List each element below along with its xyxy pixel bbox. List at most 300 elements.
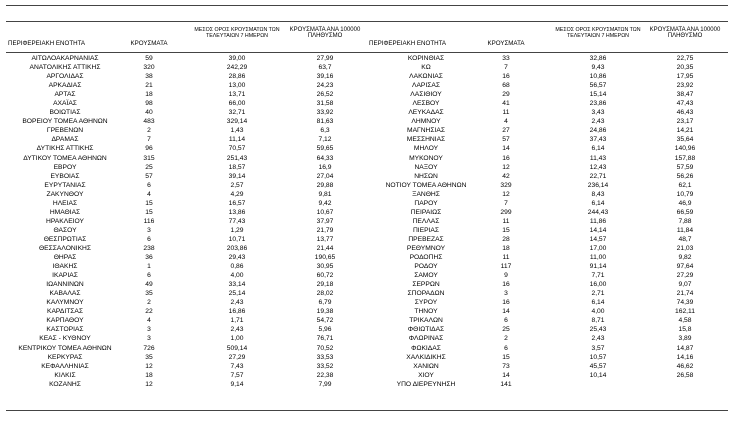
per100k-cell: 28,02 bbox=[316, 290, 334, 298]
avg-cell: 2,43 bbox=[591, 118, 605, 126]
avg-cell: 3,57 bbox=[591, 344, 605, 352]
region-cell: ΡΕΘΥΜΝΟΥ bbox=[406, 244, 446, 252]
cases-cell: 3 bbox=[147, 226, 151, 234]
region-cell: ΗΜΑΘΙΑΣ bbox=[49, 208, 81, 216]
region-cell: ΤΡΙΚΑΛΩΝ bbox=[409, 317, 443, 325]
region-cell: ΚΩ bbox=[421, 64, 431, 72]
cases-cell: 12 bbox=[145, 380, 153, 388]
per100k-cell: 7,12 bbox=[318, 136, 332, 144]
per100k-cell: 26,52 bbox=[316, 91, 334, 99]
avg-cell: 16,00 bbox=[589, 281, 607, 289]
region-cell: ΑΧΑΪΑΣ bbox=[53, 100, 77, 108]
cases-cell: 315 bbox=[143, 154, 155, 162]
region-cell: ΠΕΙΡΑΙΩΣ bbox=[410, 208, 442, 216]
avg-cell: 1,71 bbox=[230, 317, 244, 325]
cases-cell: 2 bbox=[147, 127, 151, 135]
per100k-cell: 46,43 bbox=[676, 109, 694, 117]
avg-cell: 28,86 bbox=[228, 73, 246, 81]
header-top-rule bbox=[6, 21, 728, 22]
avg-cell: 329,14 bbox=[226, 118, 248, 126]
avg-cell: 0,86 bbox=[230, 263, 244, 271]
cases-cell: 96 bbox=[145, 145, 153, 153]
per100k-cell: 74,39 bbox=[676, 299, 694, 307]
per100k-cell: 3,89 bbox=[678, 335, 692, 343]
cases-cell: 117 bbox=[500, 263, 512, 271]
region-cell: ΛΕΣΒΟΥ bbox=[412, 100, 440, 108]
top-rule bbox=[6, 5, 728, 6]
avg-cell: 77,43 bbox=[228, 217, 246, 225]
cases-cell: 12 bbox=[502, 163, 510, 171]
region-cell: ΑΝΑΤΟΛΙΚΗΣ ΑΤΤΙΚΗΣ bbox=[29, 64, 101, 72]
cases-cell: 57 bbox=[145, 172, 153, 180]
cases-cell: 7 bbox=[147, 136, 151, 144]
per100k-cell: 33,52 bbox=[316, 362, 334, 370]
avg-cell: 32,71 bbox=[228, 109, 246, 117]
per100k-cell: 9,42 bbox=[318, 199, 332, 207]
region-cell: ΚΑΡΠΑΘΟΥ bbox=[46, 317, 84, 325]
cases-cell: 7 bbox=[504, 199, 508, 207]
cases-cell: 16 bbox=[502, 154, 510, 162]
cases-cell: 116 bbox=[143, 217, 155, 225]
per100k-cell: 76,71 bbox=[316, 335, 334, 343]
header-bottom-rule bbox=[6, 52, 728, 53]
region-cell: ΛΕΥΚΑΔΑΣ bbox=[408, 109, 444, 117]
region-cell: ΔΡΑΜΑΣ bbox=[51, 136, 79, 144]
per100k-cell: 4,58 bbox=[678, 317, 692, 325]
region-cell: ΒΟΙΩΤΙΑΣ bbox=[49, 109, 81, 117]
region-cell: ΛΑΡΙΣΑΣ bbox=[412, 82, 440, 90]
per100k-cell: 17,95 bbox=[676, 73, 694, 81]
per100k-cell: 7,99 bbox=[318, 380, 332, 388]
region-cell: ΚΑΛΥΜΝΟΥ bbox=[46, 299, 84, 307]
per100k-cell: 23,17 bbox=[676, 118, 694, 126]
per100k-cell: 31,58 bbox=[316, 100, 334, 108]
region-cell: ΥΠΟ ΔΙΕΡΕΥΝΗΣΗ bbox=[396, 380, 456, 388]
region-cell: ΚΕΑΣ - ΚΥΘΝΟΥ bbox=[39, 335, 91, 343]
cases-cell: 28 bbox=[502, 235, 510, 243]
cases-cell: 141 bbox=[500, 380, 512, 388]
avg-cell: 4,00 bbox=[591, 308, 605, 316]
avg-cell: 10,14 bbox=[589, 371, 607, 379]
region-cell: ΙΘΑΚΗΣ bbox=[52, 263, 78, 271]
cases-cell: 4 bbox=[147, 317, 151, 325]
region-cell: ΜΕΣΣΗΝΙΑΣ bbox=[406, 136, 446, 144]
region-cell: ΦΩΚΙΔΑΣ bbox=[411, 344, 441, 352]
per100k-cell: 23,92 bbox=[676, 82, 694, 90]
cases-cell: 73 bbox=[502, 362, 510, 370]
cases-cell: 15 bbox=[502, 226, 510, 234]
cases-cell: 3 bbox=[147, 326, 151, 334]
cases-cell: 12 bbox=[502, 190, 510, 198]
avg-cell: 8,43 bbox=[591, 190, 605, 198]
cases-cell: 4 bbox=[147, 190, 151, 198]
avg-cell: 3,43 bbox=[591, 109, 605, 117]
region-cell: ΚΕΡΚΥΡΑΣ bbox=[47, 353, 83, 361]
per100k-cell: 14,16 bbox=[676, 353, 694, 361]
cases-cell: 1 bbox=[147, 263, 151, 271]
cases-cell: 15 bbox=[145, 208, 153, 216]
cases-cell: 35 bbox=[145, 290, 153, 298]
avg-cell: 25,14 bbox=[228, 290, 246, 298]
per100k-cell: 33,53 bbox=[316, 353, 334, 361]
per100k-cell: 11,84 bbox=[676, 226, 694, 234]
cases-cell: 40 bbox=[145, 109, 153, 117]
avg-cell: 242,29 bbox=[226, 64, 248, 72]
cases-cell: 41 bbox=[502, 100, 510, 108]
region-cell: ΑΡΚΑΔΙΑΣ bbox=[48, 82, 82, 90]
region-cell: ΔΥΤΙΚΟΥ ΤΟΜΕΑ ΑΘΗΝΩΝ bbox=[23, 154, 107, 162]
cases-cell: 329 bbox=[500, 181, 512, 189]
avg-cell: 9,14 bbox=[230, 380, 244, 388]
region-cell: ΚΟΡΙΝΘΙΑΣ bbox=[407, 55, 445, 62]
cases-cell: 21 bbox=[145, 82, 153, 90]
avg-cell: 509,14 bbox=[226, 344, 248, 352]
avg-cell: 10,86 bbox=[589, 73, 607, 81]
per100k-cell: 81,63 bbox=[316, 118, 334, 126]
region-cell: ΘΗΡΑΣ bbox=[53, 254, 77, 262]
per100k-cell: 6,3 bbox=[320, 127, 330, 135]
per100k-cell: 54,72 bbox=[316, 317, 334, 325]
per100k-cell: 70,52 bbox=[316, 344, 334, 352]
per100k-cell: 9,81 bbox=[318, 190, 332, 198]
cases-cell: 16 bbox=[502, 281, 510, 289]
region-cell: ΡΟΔΟΥ bbox=[414, 263, 438, 271]
avg-cell: 244,43 bbox=[587, 208, 609, 216]
avg-cell: 45,57 bbox=[589, 362, 607, 370]
per100k-cell: 38,47 bbox=[676, 91, 694, 99]
cases-cell: 35 bbox=[145, 353, 153, 361]
cases-cell: 27 bbox=[502, 127, 510, 135]
per100k-cell: 22,38 bbox=[316, 371, 334, 379]
per100k-cell: 5,96 bbox=[318, 326, 332, 334]
avg-cell: 16,86 bbox=[228, 308, 246, 316]
region-cell: ΘΕΣΠΡΩΤΙΑΣ bbox=[43, 235, 87, 243]
avg-cell: 6,14 bbox=[591, 145, 605, 153]
header-avg: ΜΕΣΟΣ ΟΡΟΣ ΚΡΟΥΣΜΑΤΩΝ ΤΩΝ ΤΕΛΕΥΤΑΙΩΝ 7 ΗΜΕΡΩΝ bbox=[194, 27, 280, 40]
per100k-cell: 27,99 bbox=[316, 55, 334, 62]
header-avg: ΜΕΣΟΣ ΟΡΟΣ ΚΡΟΥΣΜΑΤΩΝ ΤΩΝ ΤΕΛΕΥΤΑΙΩΝ 7 ΗΜΕΡΩΝ bbox=[555, 27, 641, 40]
avg-cell: 24,86 bbox=[589, 127, 607, 135]
per100k-cell: 29,18 bbox=[316, 281, 334, 289]
region-cell: ΖΑΚΥΝΘΟΥ bbox=[46, 190, 84, 198]
per100k-cell: 9,82 bbox=[678, 254, 692, 262]
avg-cell: 39,14 bbox=[228, 172, 246, 180]
region-cell: ΠΑΡΟΥ bbox=[414, 199, 438, 207]
per100k-cell: 64,33 bbox=[316, 154, 334, 162]
avg-cell: 1,00 bbox=[230, 335, 244, 343]
avg-cell: 91,14 bbox=[589, 263, 607, 271]
per100k-cell: 10,79 bbox=[676, 190, 694, 198]
cases-cell: 11 bbox=[502, 109, 510, 117]
per100k-cell: 35,64 bbox=[676, 136, 694, 144]
cases-cell: 38 bbox=[145, 73, 153, 81]
avg-cell: 15,14 bbox=[589, 91, 607, 99]
avg-cell: 2,43 bbox=[230, 299, 244, 307]
region-cell: ΛΗΜΝΟΥ bbox=[411, 118, 441, 126]
cases-cell: 6 bbox=[504, 317, 508, 325]
header-per100k: ΚΡΟΥΣΜΑΤΑ ΑΝΑ 100000 ΠΛΗΘΥΣΜΟ bbox=[289, 27, 361, 40]
cases-cell: 483 bbox=[143, 118, 155, 126]
cases-cell: 29 bbox=[502, 91, 510, 99]
region-cell: ΜΥΚΟΝΟΥ bbox=[409, 154, 443, 162]
per100k-cell: 6,79 bbox=[318, 299, 332, 307]
per100k-cell: 26,58 bbox=[676, 371, 694, 379]
cases-cell: 25 bbox=[502, 326, 510, 334]
cases-cell: 726 bbox=[143, 344, 155, 352]
per100k-cell: 60,72 bbox=[316, 272, 334, 280]
avg-cell: 251,43 bbox=[226, 154, 248, 162]
per100k-cell: 37,97 bbox=[316, 217, 334, 225]
per100k-cell: 19,38 bbox=[316, 308, 334, 316]
region-cell: ΚΑΡΔΙΤΣΑΣ bbox=[46, 308, 84, 316]
cases-cell: 42 bbox=[502, 172, 510, 180]
cases-cell: 12 bbox=[145, 362, 153, 370]
region-cell: ΔΥΤΙΚΗΣ ΑΤΤΙΚΗΣ bbox=[36, 145, 94, 153]
cases-cell: 98 bbox=[145, 100, 153, 108]
avg-cell: 23,86 bbox=[589, 100, 607, 108]
avg-cell: 13,86 bbox=[228, 208, 246, 216]
avg-cell: 37,43 bbox=[589, 136, 607, 144]
avg-cell: 14,57 bbox=[589, 235, 607, 243]
header-region: ΠΕΡΙΦΕΡΕΙΑΚΗ ΕΝΟΤΗΤΑ bbox=[8, 40, 86, 47]
region-cell: ΣΕΡΡΩΝ bbox=[412, 281, 440, 289]
avg-cell: 11,14 bbox=[228, 136, 246, 144]
avg-cell: 8,71 bbox=[591, 317, 605, 325]
cases-cell: 6 bbox=[147, 272, 151, 280]
cases-cell: 18 bbox=[145, 371, 153, 379]
region-cell: ΚΑΒΑΛΑΣ bbox=[49, 290, 81, 298]
region-cell: ΝΗΣΩΝ bbox=[414, 172, 438, 180]
per100k-cell: 46,62 bbox=[676, 362, 694, 370]
cases-cell: 57 bbox=[502, 136, 510, 144]
region-cell: ΚΙΛΚΙΣ bbox=[54, 371, 76, 379]
avg-cell: 39,00 bbox=[228, 55, 246, 62]
avg-cell: 6,14 bbox=[591, 299, 605, 307]
header-cases: ΚΡΟΥΣΜΑΤΑ bbox=[487, 40, 525, 47]
region-cell: ΧΑΝΙΩΝ bbox=[413, 362, 439, 370]
per100k-cell: 56,26 bbox=[676, 172, 694, 180]
cases-cell: 16 bbox=[502, 73, 510, 81]
region-cell: ΧΙΟΥ bbox=[418, 371, 434, 379]
cases-cell: 320 bbox=[143, 64, 155, 72]
region-cell: ΚΟΖΑΝΗΣ bbox=[49, 380, 81, 388]
avg-cell: 6,14 bbox=[591, 199, 605, 207]
per100k-cell: 20,35 bbox=[676, 64, 694, 72]
cases-cell: 11 bbox=[502, 254, 510, 262]
cases-cell: 68 bbox=[502, 82, 510, 90]
avg-cell: 14,14 bbox=[589, 226, 607, 234]
region-cell: ΕΒΡΟΥ bbox=[53, 163, 77, 171]
avg-cell: 22,71 bbox=[589, 172, 607, 180]
cases-cell: 14 bbox=[502, 145, 510, 153]
region-cell: ΛΑΚΩΝΙΑΣ bbox=[409, 73, 443, 81]
region-cell: ΜΑΓΝΗΣΙΑΣ bbox=[407, 127, 445, 135]
cases-cell: 36 bbox=[145, 254, 153, 262]
cases-cell: 59 bbox=[145, 55, 153, 62]
cases-cell: 2 bbox=[504, 335, 508, 343]
per100k-cell: 66,59 bbox=[676, 208, 694, 216]
per100k-cell: 162,11 bbox=[675, 308, 695, 316]
region-cell: ΦΛΩΡΙΝΑΣ bbox=[408, 335, 444, 343]
cases-cell: 33 bbox=[502, 55, 510, 62]
per100k-cell: 57,59 bbox=[676, 163, 694, 171]
cases-cell: 299 bbox=[500, 208, 512, 216]
region-cell: ΡΟΔΟΠΗΣ bbox=[409, 254, 443, 262]
cases-cell: 22 bbox=[145, 308, 153, 316]
cases-cell: 4 bbox=[504, 118, 508, 126]
per100k-cell: 39,16 bbox=[316, 73, 334, 81]
region-cell: ΠΕΛΛΑΣ bbox=[412, 217, 440, 225]
cases-cell: 6 bbox=[504, 344, 508, 352]
per100k-cell: 30,95 bbox=[316, 263, 334, 271]
per100k-cell: 190,65 bbox=[314, 254, 336, 262]
per100k-cell: 21,44 bbox=[316, 244, 334, 252]
region-cell: ΓΡΕΒΕΝΩΝ bbox=[46, 127, 84, 135]
avg-cell: 32,86 bbox=[589, 55, 607, 62]
per100k-cell: 7,88 bbox=[678, 217, 692, 225]
avg-cell: 7,57 bbox=[230, 371, 244, 379]
avg-cell: 16,57 bbox=[228, 199, 246, 207]
avg-cell: 1,29 bbox=[230, 226, 244, 234]
region-cell: ΗΛΕΙΑΣ bbox=[52, 199, 78, 207]
avg-cell: 11,00 bbox=[589, 254, 607, 262]
avg-cell: 2,71 bbox=[591, 290, 605, 298]
region-cell: ΝΑΞΟΥ bbox=[414, 163, 438, 171]
per100k-cell: 15,8 bbox=[678, 326, 692, 334]
per100k-cell: 27,29 bbox=[676, 272, 694, 280]
avg-cell: 11,43 bbox=[589, 154, 607, 162]
avg-cell: 4,29 bbox=[230, 190, 244, 198]
per100k-cell: 33,92 bbox=[316, 109, 334, 117]
region-cell: ΜΗΛΟΥ bbox=[413, 145, 439, 153]
per100k-cell: 14,21 bbox=[676, 127, 694, 135]
region-cell: ΗΡΑΚΛΕΙΟΥ bbox=[46, 217, 84, 225]
per100k-cell: 14,87 bbox=[676, 344, 694, 352]
header-region: ΠΕΡΙΦΕΡΕΙΑΚΗ ΕΝΟΤΗΤΑ bbox=[369, 40, 447, 47]
cases-cell: 238 bbox=[143, 244, 155, 252]
per100k-cell: 27,04 bbox=[316, 172, 334, 180]
avg-cell: 33,14 bbox=[228, 281, 246, 289]
avg-cell: 7,43 bbox=[230, 362, 244, 370]
region-cell: ΝΟΤΙΟΥ ΤΟΜΕΑ ΑΘΗΝΩΝ bbox=[385, 181, 467, 189]
per100k-cell: 13,77 bbox=[316, 235, 334, 243]
avg-cell: 25,43 bbox=[589, 326, 607, 334]
avg-cell: 2,57 bbox=[230, 181, 244, 189]
region-cell: ΛΑΣΙΘΙΟΥ bbox=[410, 91, 442, 99]
region-cell: ΚΕΦΑΛΛΗΝΙΑΣ bbox=[41, 362, 89, 370]
region-cell: ΑΙΤΩΛΟΑΚΑΡΝΑΝΙΑΣ bbox=[31, 55, 99, 62]
region-cell: ΑΡΓΟΛΙΔΑΣ bbox=[46, 73, 84, 81]
region-cell: ΚΑΣΤΟΡΙΑΣ bbox=[46, 326, 84, 334]
region-cell: ΞΑΝΘΗΣ bbox=[412, 190, 440, 198]
per100k-cell: 62,1 bbox=[678, 181, 692, 189]
avg-cell: 236,14 bbox=[587, 181, 609, 189]
cases-cell: 3 bbox=[504, 290, 508, 298]
region-cell: ΘΑΣΟΥ bbox=[53, 226, 77, 234]
avg-cell: 2,43 bbox=[591, 335, 605, 343]
per100k-cell: 21,79 bbox=[316, 226, 334, 234]
avg-cell: 12,43 bbox=[589, 163, 607, 171]
per100k-cell: 29,88 bbox=[316, 181, 334, 189]
avg-cell: 203,86 bbox=[226, 244, 248, 252]
per100k-cell: 63,7 bbox=[318, 64, 332, 72]
per100k-cell: 140,96 bbox=[674, 145, 696, 153]
table-bottom-rule bbox=[6, 410, 728, 411]
region-cell: ΠΙΕΡΙΑΣ bbox=[412, 226, 440, 234]
cases-cell: 18 bbox=[145, 91, 153, 99]
per100k-cell: 22,75 bbox=[676, 55, 694, 62]
header-per100k: ΚΡΟΥΣΜΑΤΑ ΑΝΑ 100000 ΠΛΗΘΥΣΜΟ bbox=[649, 27, 721, 40]
per100k-cell: 97,64 bbox=[676, 263, 694, 271]
avg-cell: 11,86 bbox=[589, 217, 607, 225]
cases-cell: 14 bbox=[502, 308, 510, 316]
avg-cell: 9,43 bbox=[591, 64, 605, 72]
avg-cell: 27,29 bbox=[228, 353, 246, 361]
avg-cell: 70,57 bbox=[228, 145, 246, 153]
region-cell: ΙΩΑΝΝΙΝΩΝ bbox=[46, 281, 84, 289]
avg-cell: 7,71 bbox=[591, 272, 605, 280]
per100k-cell: 21,74 bbox=[676, 290, 694, 298]
cases-cell: 15 bbox=[502, 353, 510, 361]
per100k-cell: 47,43 bbox=[676, 100, 694, 108]
avg-cell: 18,57 bbox=[228, 163, 246, 171]
cases-cell: 9 bbox=[504, 272, 508, 280]
per100k-cell: 9,07 bbox=[678, 281, 692, 289]
avg-cell: 2,43 bbox=[230, 326, 244, 334]
region-cell: ΕΥΒΟΙΑΣ bbox=[50, 172, 80, 180]
cases-cell: 16 bbox=[502, 299, 510, 307]
cases-cell: 49 bbox=[145, 281, 153, 289]
region-cell: ΦΘΙΩΤΙΔΑΣ bbox=[407, 326, 445, 334]
avg-cell: 13,00 bbox=[228, 82, 246, 90]
per100k-cell: 16,9 bbox=[318, 163, 332, 171]
per100k-cell: 24,23 bbox=[316, 82, 334, 90]
avg-cell: 4,00 bbox=[230, 272, 244, 280]
region-cell: ΑΡΤΑΣ bbox=[54, 91, 76, 99]
cases-cell: 25 bbox=[145, 163, 153, 171]
cases-cell: 6 bbox=[147, 181, 151, 189]
avg-cell: 10,57 bbox=[589, 353, 607, 361]
avg-cell: 10,71 bbox=[228, 235, 246, 243]
avg-cell: 17,00 bbox=[589, 244, 607, 252]
per100k-cell: 46,9 bbox=[678, 199, 692, 207]
region-cell: ΚΕΝΤΡΙΚΟΥ ΤΟΜΕΑ ΑΘΗΝΩΝ bbox=[18, 344, 112, 352]
region-cell: ΣΠΟΡΑΔΩΝ bbox=[407, 290, 445, 298]
cases-cell: 2 bbox=[147, 299, 151, 307]
region-cell: ΧΑΛΚΙΔΙΚΗΣ bbox=[406, 353, 446, 361]
per100k-cell: 59,65 bbox=[316, 145, 334, 153]
region-cell: ΠΡΕΒΕΖΑΣ bbox=[408, 235, 444, 243]
per100k-cell: 48,7 bbox=[678, 235, 692, 243]
avg-cell: 1,43 bbox=[230, 127, 244, 135]
cases-cell: 11 bbox=[502, 217, 510, 225]
avg-cell: 29,43 bbox=[228, 254, 246, 262]
region-cell: ΤΗΝΟΥ bbox=[414, 308, 438, 316]
region-cell: ΒΟΡΕΙΟΥ ΤΟΜΕΑ ΑΘΗΝΩΝ bbox=[22, 118, 108, 126]
cases-cell: 7 bbox=[504, 64, 508, 72]
avg-cell: 66,00 bbox=[228, 100, 246, 108]
per100k-cell: 157,88 bbox=[674, 154, 696, 162]
per100k-cell: 21,03 bbox=[676, 244, 694, 252]
cases-cell: 18 bbox=[502, 244, 510, 252]
avg-cell: 13,71 bbox=[228, 91, 246, 99]
cases-cell: 3 bbox=[147, 335, 151, 343]
avg-cell: 56,57 bbox=[589, 82, 607, 90]
region-cell: ΣΥΡΟΥ bbox=[414, 299, 438, 307]
per100k-cell: 10,67 bbox=[316, 208, 334, 216]
cases-cell: 14 bbox=[502, 371, 510, 379]
cases-cell: 15 bbox=[145, 199, 153, 207]
